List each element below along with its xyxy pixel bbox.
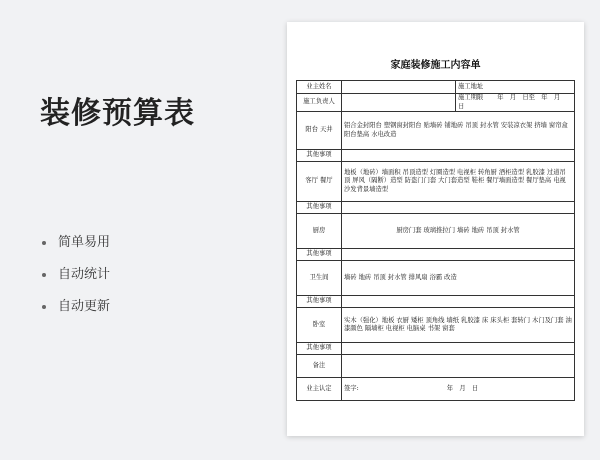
bedroom-items: 实木（强化）地板 衣厨 矮柜 顶角线 墙纸 乳胶漆 床 床头柜 套转门 木门及门套 油漆颜色 隔墙柜 电视柜 电脑桌 书架 窗套 (342, 308, 575, 343)
other-items-label: 其他事项 (297, 150, 342, 162)
feature-list (40, 232, 110, 328)
table-row (297, 355, 575, 378)
table-row (297, 81, 575, 94)
signature-date: 年 月 日 (446, 384, 479, 392)
other-items-field[interactable] (342, 343, 575, 355)
signature-label: 签字: (344, 384, 359, 392)
table-row (297, 261, 575, 296)
balcony-items: 铝合金封阳台 塑钢窗封阳台 贴墙砖 铺地砖 吊顶 封水管 安装凉衣架 挤墙 窗帘盒 阳台垫高 水电改造 (342, 112, 575, 150)
table-row (297, 296, 575, 308)
bullet-icon (42, 241, 46, 245)
notes-label: 备注 (297, 355, 342, 378)
table-row (297, 308, 575, 343)
feature-label: 自动更新 (58, 299, 111, 314)
feature-label: 自动统计 (58, 267, 111, 282)
table-row (297, 150, 575, 162)
bathroom-items: 墙砖 地砖 吊顶 封水管 排风扇 浴霸 改造 (342, 261, 575, 296)
other-items-field[interactable] (342, 296, 575, 308)
period-value: 年 月 日至 年 月 日 (458, 94, 567, 110)
period-cell[interactable] (456, 94, 575, 112)
table-row (297, 378, 575, 401)
form-title: 家庭装修施工内容单 (390, 60, 481, 71)
table-row (297, 94, 575, 112)
bullet-icon (42, 305, 46, 309)
table-row (297, 249, 575, 261)
table-row (297, 162, 575, 202)
construction-form-table (296, 80, 575, 401)
kitchen-items: 厨房门套 玻璃推拉门 墙砖 地砖 吊顶 封水管 (342, 214, 575, 249)
bedroom-label: 卧室 (297, 308, 342, 343)
living-room-items: 地板（地砖）墙面积 吊顶造型 灯圈造型 电视柜 转角厨 酒柜造型 乳胶漆 过道吊顶 屏风（隔断）造型 防盗门门套 大门套造型 鞋柜 餐厅墙面造型 餐厅垫高 电视沙发背景墙造型 (342, 162, 575, 202)
other-items-label: 其他事项 (297, 343, 342, 355)
site-address-label: 施工地址 (458, 82, 484, 90)
balcony-label: 阳台 天井 (297, 112, 342, 150)
other-items-field[interactable] (342, 150, 575, 162)
table-row (297, 214, 575, 249)
table-row (297, 112, 575, 150)
owner-name-label: 业主姓名 (297, 81, 342, 94)
form-document (287, 22, 584, 436)
feature-label: 简单易用 (58, 235, 111, 250)
bullet-icon (42, 273, 46, 277)
manager-label: 施工负责人 (297, 94, 342, 112)
other-items-label: 其他事项 (297, 249, 342, 261)
feature-item (40, 232, 110, 264)
other-items-field[interactable] (342, 202, 575, 214)
feature-item (40, 264, 110, 296)
notes-field[interactable] (342, 355, 575, 378)
signature-field[interactable] (342, 378, 575, 401)
table-row (297, 202, 575, 214)
confirm-label: 业主认定 (297, 378, 342, 401)
owner-name-field[interactable] (342, 81, 456, 94)
page-title: 装修预算表 (40, 96, 195, 131)
other-items-label: 其他事项 (297, 202, 342, 214)
bathroom-label: 卫生间 (297, 261, 342, 296)
site-address-cell[interactable] (456, 81, 575, 94)
manager-field[interactable] (342, 94, 456, 112)
table-row (297, 343, 575, 355)
living-room-label: 客厅 餐厅 (297, 162, 342, 202)
feature-item (40, 296, 110, 328)
period-label: 施工期限 (458, 94, 484, 101)
other-items-field[interactable] (342, 249, 575, 261)
other-items-label: 其他事项 (297, 296, 342, 308)
kitchen-label: 厨房 (297, 214, 342, 249)
